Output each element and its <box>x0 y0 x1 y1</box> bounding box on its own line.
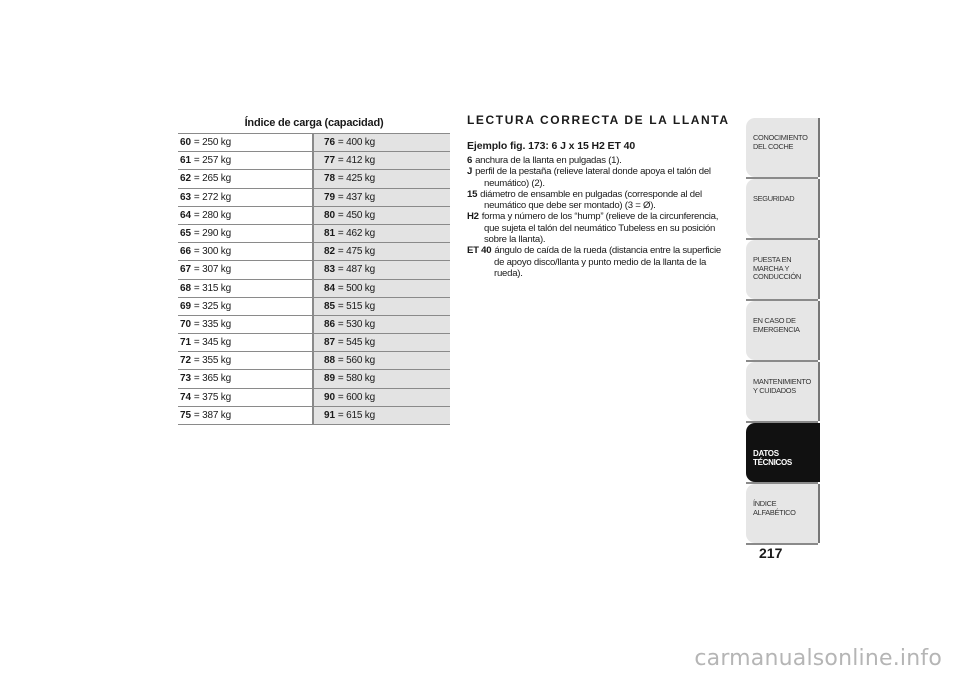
load-capacity: = 307 kg <box>193 264 231 276</box>
table-row <box>178 316 450 334</box>
table-row <box>178 243 450 261</box>
definition-term: 15 <box>467 188 478 200</box>
table-row <box>178 334 450 352</box>
load-capacity: = 560 kg <box>337 355 375 367</box>
definition-item <box>467 166 732 189</box>
chapter-tabs <box>746 118 820 545</box>
load-index: 65 <box>180 227 192 239</box>
example-heading: Ejemplo fig. 173: 6 J x 15 H2 ET 40 <box>467 140 636 152</box>
load-index: 86 <box>324 318 336 330</box>
load-capacity: = 265 kg <box>193 173 231 185</box>
load-index: 67 <box>180 264 192 276</box>
load-capacity: = 335 kg <box>193 318 231 330</box>
load-capacity: = 487 kg <box>337 264 375 276</box>
load-index: 77 <box>324 155 336 167</box>
load-capacity: = 515 kg <box>337 300 375 312</box>
definition-item <box>467 189 732 212</box>
load-index: 84 <box>324 282 336 294</box>
load-index: 71 <box>180 337 192 349</box>
section-heading: LECTURA CORRECTA DE LA LLANTA <box>467 113 730 127</box>
load-index: 66 <box>180 246 192 258</box>
load-capacity: = 250 kg <box>193 137 231 148</box>
load-index: 75 <box>180 409 192 421</box>
load-index: 76 <box>324 137 336 148</box>
table-row <box>178 389 450 407</box>
table-row <box>178 207 450 225</box>
table-row <box>178 170 450 188</box>
load-capacity: = 280 kg <box>193 209 231 221</box>
load-index: 87 <box>324 337 336 349</box>
load-capacity: = 530 kg <box>337 318 375 330</box>
table-row <box>178 370 450 388</box>
definition-text: anchura de la llanta en pulgadas (1). <box>475 155 622 166</box>
load-index: 60 <box>180 137 192 148</box>
load-index: 73 <box>180 373 192 385</box>
definition-text: diámetro de ensamble en pulgadas (corresponde al del neumático que debe ser montado) (3 = Ø). <box>480 188 702 212</box>
load-capacity: = 257 kg <box>193 155 231 167</box>
tab-en-caso-de-emergencia[interactable]: EN CASO DE EMERGENCIA <box>746 301 820 360</box>
load-capacity: = 462 kg <box>337 227 375 239</box>
load-index: 81 <box>324 227 336 239</box>
definition-text: ángulo de caída de la rueda (distancia entre la superficie de apoyo disco/llanta y punto medio de la llanta de la rueda). <box>494 245 721 279</box>
table-row <box>178 298 450 316</box>
load-capacity: = 325 kg <box>193 300 231 312</box>
load-index: 62 <box>180 173 192 185</box>
load-index: 88 <box>324 355 336 367</box>
definition-text: forma y número de los “hump” (relieve de la circunferencia, que sujeta el talón del neumático Tubeless en su posición sobre la llanta). <box>481 211 719 246</box>
load-capacity: = 475 kg <box>337 246 375 258</box>
definition-item <box>467 245 732 279</box>
table-row <box>178 134 450 152</box>
load-capacity: = 365 kg <box>193 373 231 385</box>
load-capacity: = 545 kg <box>337 337 375 349</box>
load-capacity: = 412 kg <box>337 155 375 167</box>
tab-puesta-en-marcha[interactable]: PUESTA EN MARCHA Y CONDUCCIÓN <box>746 240 820 299</box>
load-index: 78 <box>324 173 336 185</box>
tab-indice-alfabetico[interactable]: ÍNDICE ALFABÉTICO <box>746 484 820 543</box>
tab-conocimiento-del-coche[interactable]: CONOCIMIENTO DEL COCHE <box>746 118 820 177</box>
load-index: 82 <box>324 246 336 258</box>
definition-term: ET 40 <box>467 245 492 257</box>
load-index: 90 <box>324 391 336 403</box>
load-capacity: = 450 kg <box>337 209 375 221</box>
table-row <box>178 352 450 370</box>
load-index: 89 <box>324 373 336 385</box>
load-capacity: = 387 kg <box>193 409 231 421</box>
load-index: 61 <box>180 155 192 167</box>
load-index: 80 <box>324 209 336 221</box>
definition-item <box>467 211 732 245</box>
load-capacity: = 375 kg <box>193 391 231 403</box>
definition-term: J <box>467 166 473 178</box>
load-index: 68 <box>180 282 192 294</box>
load-index: 70 <box>180 318 192 330</box>
load-index-table-title: Índice de carga (capacidad) <box>244 117 384 129</box>
load-index: 85 <box>324 300 336 312</box>
load-capacity: = 600 kg <box>337 391 375 403</box>
load-capacity: = 300 kg <box>193 246 231 258</box>
load-capacity: = 272 kg <box>193 191 231 203</box>
load-capacity: = 500 kg <box>337 282 375 294</box>
load-capacity: = 615 kg <box>337 409 375 421</box>
definition-term: 6 <box>467 155 473 166</box>
load-index: 91 <box>324 409 336 421</box>
load-capacity: = 437 kg <box>337 191 375 203</box>
load-capacity: = 345 kg <box>193 337 231 349</box>
table-row <box>178 261 450 279</box>
tab-mantenimiento[interactable]: MANTENIMIENTO Y CUIDADOS <box>746 362 820 421</box>
definition-list <box>467 155 732 279</box>
table-row <box>178 407 450 425</box>
tab-datos-tecnicos[interactable]: DATOS TÉCNICOS <box>746 423 820 482</box>
page-number: 217 <box>759 545 783 561</box>
load-capacity: = 315 kg <box>193 282 231 294</box>
table-row <box>178 225 450 243</box>
load-index: 83 <box>324 264 336 276</box>
load-index: 63 <box>180 191 192 203</box>
load-capacity: = 400 kg <box>337 137 375 148</box>
load-index-table <box>178 133 450 425</box>
table-row <box>178 152 450 170</box>
load-capacity: = 355 kg <box>193 355 231 367</box>
watermark: carmanualsonline.info <box>694 646 942 671</box>
load-index: 79 <box>324 191 336 203</box>
load-index: 74 <box>180 391 192 403</box>
definition-item <box>467 155 732 166</box>
tab-seguridad[interactable]: SEGURIDAD <box>746 179 820 238</box>
load-capacity: = 290 kg <box>193 227 231 239</box>
load-index: 64 <box>180 209 192 221</box>
table-row <box>178 280 450 298</box>
load-index: 69 <box>180 300 192 312</box>
definition-term: H2 <box>467 211 479 223</box>
table-row <box>178 189 450 207</box>
load-index: 72 <box>180 355 192 367</box>
load-capacity: = 580 kg <box>337 373 375 385</box>
load-capacity: = 425 kg <box>337 173 375 185</box>
definition-text: perfil de la pestaña (relieve lateral donde apoya el talón del neumático) (2). <box>475 166 711 189</box>
